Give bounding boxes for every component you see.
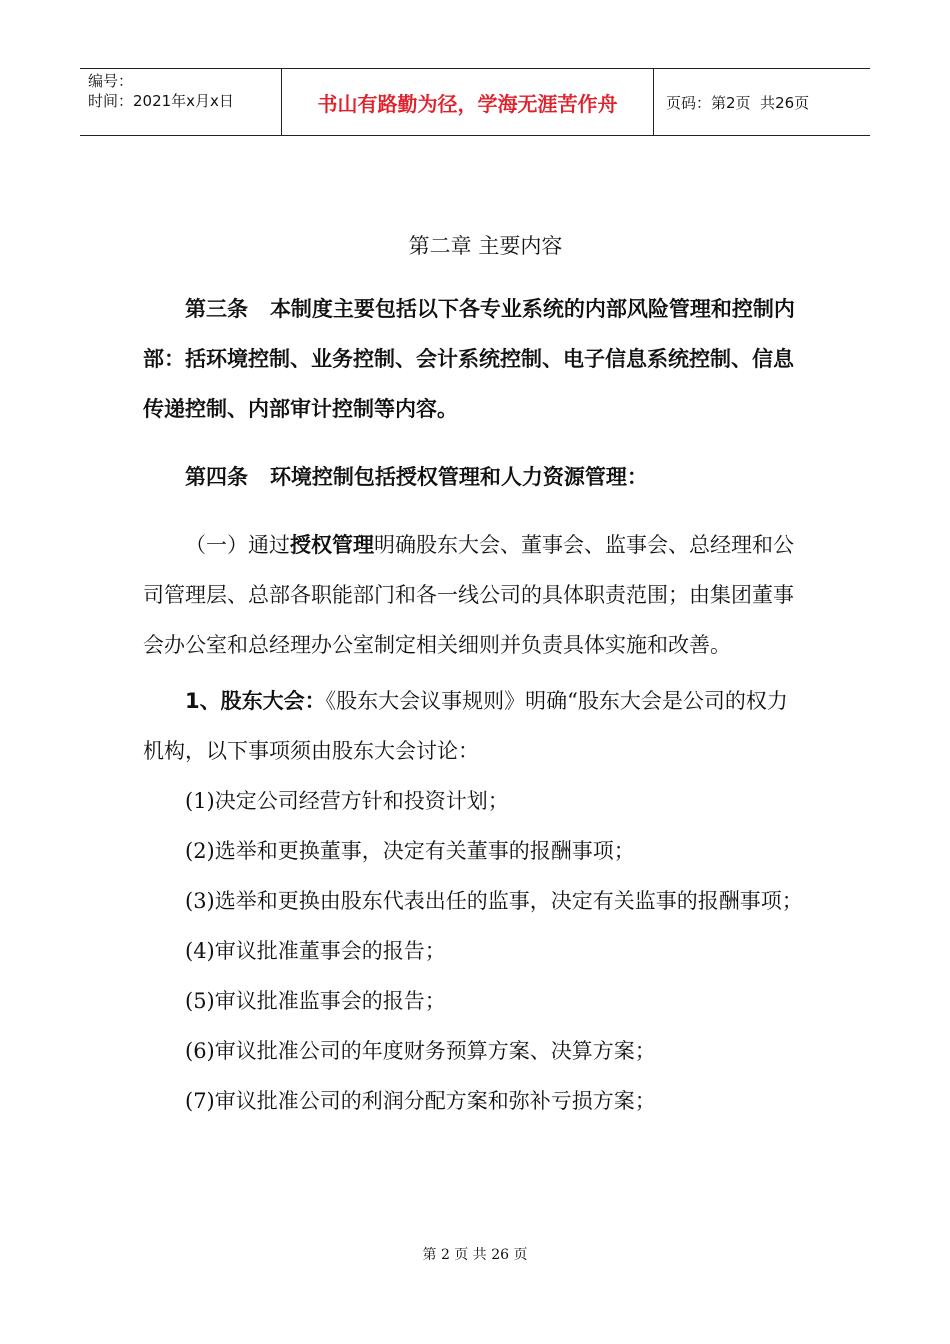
list-item: (4)审议批准董事会的报告； xyxy=(185,939,446,963)
item-1-paragraph xyxy=(143,676,808,776)
article-3 xyxy=(143,284,808,434)
header-slogan: 书山有路勤为径，学海无涯苦作舟 xyxy=(282,69,654,135)
document-time-label: 时间：2021年x月x日 xyxy=(88,92,234,110)
header-page-cell xyxy=(654,69,870,135)
list-item: (1)决定公司经营方针和投资计划； xyxy=(185,789,509,813)
document-number-label: 编号： xyxy=(88,72,134,90)
footer-page-number: 第 2 页 共 26 页 xyxy=(422,1247,528,1263)
page-footer xyxy=(0,1244,950,1264)
list-item: (6)审议批准公司的年度财务预算方案、决算方案； xyxy=(185,1039,656,1063)
list-item: (7)审议批准公司的利润分配方案和弥补亏损方案； xyxy=(185,1089,656,1113)
section-1-prefix: （一）通过 xyxy=(185,533,290,557)
article-3-text: 本制度主要包括以下各专业系统的内部风险管理和控制内部：括环境控制、业务控制、会计系统控制、电子信息系统控制、信息传递控制、内部审计控制等内容。 xyxy=(143,297,795,421)
header-page-info: 页码：第2页 共26页 xyxy=(666,93,810,112)
article-3-lead: 第三条 xyxy=(185,297,248,321)
article-4-lead: 第四条 xyxy=(185,465,248,489)
document-body xyxy=(143,226,808,1126)
section-1-paragraph xyxy=(143,520,808,670)
item-1-text: 《股东大会议事规则》明确“股东大会是公司的权力机构，以下事项须由股东大会讨论： xyxy=(143,689,788,763)
list-item: (2)选举和更换董事，决定有关董事的报酬事项； xyxy=(185,839,635,863)
article-4-text: 环境控制包括授权管理和人力资源管理： xyxy=(269,465,648,489)
section-1-text: 明确股东大会、董事会、监事会、总经理和公司管理层、总部各职能部门和各一线公司的具体职责范围；由集团董事会办公室和总经理办公室制定相关细则并负责具体实施和改善。 xyxy=(143,533,794,657)
header-table xyxy=(80,68,870,136)
list-item: (3)选举和更换由股东代表出任的监事，决定有关监事的报酬事项； xyxy=(185,889,803,913)
item-1-lead: 1、股东大会： xyxy=(185,689,326,713)
list-item: (5)审议批准监事会的报告； xyxy=(185,989,446,1013)
header-left-cell xyxy=(80,69,282,135)
chapter-title: 第二章 主要内容 xyxy=(408,234,563,258)
article-4 xyxy=(143,452,808,502)
section-1-bold-term: 授权管理 xyxy=(290,533,374,557)
